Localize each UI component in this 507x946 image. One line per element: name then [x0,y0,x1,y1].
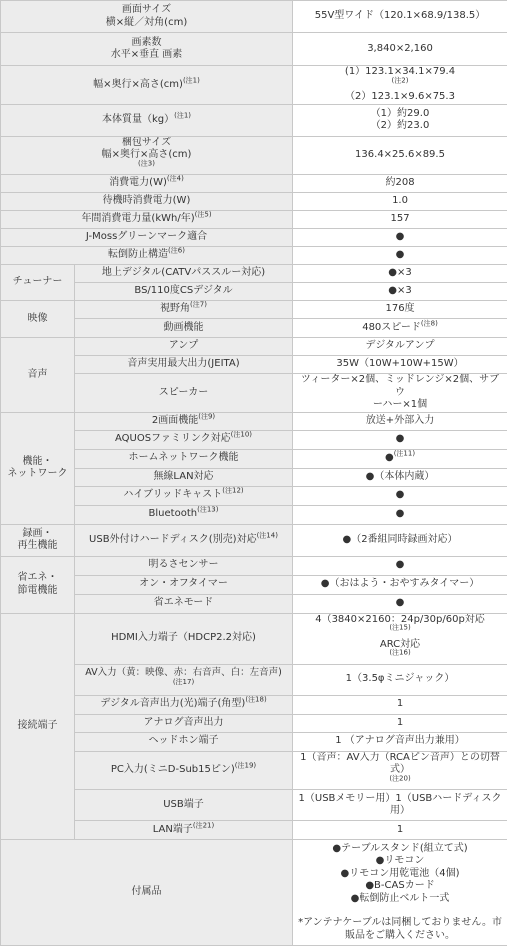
footnote: (注19) [235,762,256,770]
spec-value: 放送+外部入力 [293,412,507,430]
spec-label: 無線LAN対応 [75,468,293,486]
spec-row-pixels [1,33,507,66]
spec-label: 音声実用最大出力(JEITA) [75,356,293,374]
spec-value: 1 [293,714,507,732]
label-text: 年間消費電力量(kWh/年) [81,213,194,224]
label-text: LAN端子 [153,824,193,835]
spec-value: ● [293,229,507,247]
spec-label [75,664,293,695]
spec-label: 明るさセンサー [75,556,293,575]
spec-row-audio-output [1,356,507,374]
spec-value: 約208 [293,175,507,193]
spec-row-package-size [1,136,507,175]
spec-label: スピーカー [75,374,293,413]
spec-value: 1 [293,821,507,840]
spec-label: 地上デジタル(CATVパススルー対応) [75,265,293,283]
spec-row-jmoss [1,229,507,247]
spec-row-optical-out [1,695,507,714]
spec-label: オン・オフタイマー [75,575,293,594]
value-line: ーハー×1個 [297,399,503,412]
value-line: 用） [297,805,503,818]
footnote: (注21) [193,821,214,829]
footnote: (注12) [222,487,243,495]
spec-row-usb [1,790,507,821]
footnote: (注3) [138,159,155,167]
spec-row-screen-size [1,1,507,33]
footnote: (注9) [198,412,215,420]
spec-value: ● [293,430,507,449]
spec-label [75,695,293,714]
value-text: (1）123.1×34.1×79.4 [297,66,503,79]
footnote: (注2) [392,76,409,84]
spec-row-viewing-angle [1,301,507,319]
spec-value [293,751,507,790]
category-video: 映像 [1,301,75,338]
label-text: AQUOSファミリンク対応 [115,433,231,444]
label-text: デジタル音声出力(光)端子(角型) [100,698,245,709]
accessory-note: 販品をご購入ください。 [297,930,503,943]
spec-row-hybridcast [1,486,507,505]
footnote: (注13) [197,506,218,514]
spec-label [75,430,293,449]
footnote: (注6) [168,247,185,255]
spec-label [75,412,293,430]
footnote: (注14) [257,531,278,539]
value-line [297,66,503,91]
spec-label [1,104,293,136]
spec-value: ●×3 [293,265,507,283]
spec-label: アンプ [75,338,293,356]
label-line: 水平×垂直 画素 [5,49,288,62]
spec-label: アナログ音声出力 [75,714,293,732]
footnote: (注1) [174,111,191,119]
spec-label [75,751,293,790]
spec-value [293,319,507,338]
value-text: 480スピード [362,322,421,333]
category-line: 録画・ [5,528,70,541]
spec-label [75,524,293,556]
value-text: ● [385,452,394,463]
value-line: （1）約29.0 [297,108,503,121]
spec-row-accessories [1,840,507,946]
spec-row-standby-power [1,193,507,211]
value-text: ARC対応 [297,639,503,652]
spec-value [293,66,507,105]
value-text: 4（3840×2160：24p/30p/60p対応 [297,614,503,627]
spec-row-amp [1,338,507,356]
label-text: USB外付けハードディスク(別売)対応 [89,534,257,545]
spec-row-light-sensor [1,556,507,575]
spec-value: 3,840×2,160 [293,33,507,66]
spec-label [75,821,293,840]
spec-label [1,1,293,33]
category-line: 節電機能 [5,585,70,598]
spec-row-eco-mode [1,594,507,613]
category-line: 機能・ [5,456,70,469]
spec-row-familink [1,430,507,449]
label-text: 本体質量（kg） [102,114,174,125]
footnote: (注4) [167,175,184,183]
spec-row-motion [1,319,507,338]
value-line: ツィーター×2個、ミッドレンジ×2個、サブウ [297,374,503,399]
category-ports: 接続端子 [1,613,75,840]
spec-row-annual-power [1,211,507,229]
accessory-item: ●リモコン [297,855,503,868]
spec-value: 35W（10W+10W+15W） [293,356,507,374]
spec-row-usb-hdd-record [1,524,507,556]
label-line: 画面サイズ [5,4,288,17]
spec-value: ● [293,505,507,524]
spec-label [75,505,293,524]
spec-value: 55V型ワイド（120.1×68.9/138.5） [293,1,507,33]
label-text: 幅×奥行×高さ(cm) [5,149,288,162]
category-network [1,412,75,524]
value-line [297,614,503,639]
label-text: 幅×奥行×高さ(cm) [93,79,183,90]
label-text: 2画面機能 [152,415,198,426]
accessory-item: ●テーブルスタンド(組立て式) [297,843,503,856]
spec-value: 1（3.5φミニジャック） [293,664,507,695]
value-line: 1（音声：AV入力（RCAピン音声）との切替 [297,752,503,765]
spec-value: 136.4×25.6×89.5 [293,136,507,175]
footnote: (注17) [173,677,194,685]
spec-row-dual-screen [1,412,507,430]
footnote: (注16) [389,649,410,657]
label-text: PC入力(ミニD-Sub15ピン) [111,764,235,775]
spec-value [293,374,507,413]
footnote: (注7) [190,301,207,309]
category-record [1,524,75,556]
spec-row-hdmi [1,613,507,664]
accessory-note: *アンテナケーブルは同梱しておりません。市 [297,917,503,930]
spec-value: ● [293,486,507,505]
spec-value [293,613,507,664]
footnote: (注15) [389,624,410,632]
spec-value: ●（2番組同時録画対応） [293,524,507,556]
spec-row-power [1,175,507,193]
spec-value: 1 （アナログ音声出力兼用） [293,732,507,751]
spec-label [1,211,293,229]
spec-label: BS/110度CSデジタル [75,283,293,301]
accessory-item: ●リモコン用乾電池（4個) [297,868,503,881]
spec-value: デジタルアンプ [293,338,507,356]
footnote: (注5) [195,211,212,219]
spec-label [1,247,293,265]
spec-value: ●×3 [293,283,507,301]
spec-row-timer [1,575,507,594]
value-line: 1（USBメモリー用）1（USBハードディスク [297,793,503,806]
value-line: （2）約23.0 [297,120,503,133]
label-line [79,680,288,693]
category-line: ネットワーク [5,468,70,481]
spec-row-bluetooth [1,505,507,524]
spec-label [75,486,293,505]
spec-row-lan [1,821,507,840]
spec-value: ●（おはよう・おやすみタイマー） [293,575,507,594]
label-line: 横×縦／対角(cm) [5,17,288,30]
label-line: AV入力（黄：映像、赤：右音声、白：左音声) [79,667,288,680]
spec-label [75,301,293,319]
spec-row-speaker [1,374,507,413]
spec-value: 1.0 [293,193,507,211]
category-line: 再生機能 [5,540,70,553]
spec-row-wireless-lan [1,468,507,486]
spec-label: 省エネモード [75,594,293,613]
spec-value: ● [293,556,507,575]
footnote: (注18) [245,696,266,704]
spec-row-analog-out [1,714,507,732]
value-line: （2）123.1×9.6×75.3 [297,91,503,104]
footnote: (注1) [183,76,200,84]
spec-label: 動画機能 [75,319,293,338]
category-audio: 音声 [1,338,75,413]
spec-label: HDMI入力端子（HDCP2.2対応) [75,613,293,664]
spec-row-terrestrial [1,265,507,283]
value-line [297,764,503,789]
spec-value: 157 [293,211,507,229]
footnote: (注8) [421,319,438,327]
label-text: 消費電力(W) [109,177,167,188]
label-line: 画素数 [5,37,288,50]
spec-label: ホームネットワーク機能 [75,449,293,468]
category-eco [1,556,75,613]
spec-label [1,66,293,105]
category-accessories: 付属品 [1,840,293,946]
spec-row-tip-prevention [1,247,507,265]
spec-row-bs-cs [1,283,507,301]
footnote: (注10) [231,431,252,439]
spec-row-headphone [1,732,507,751]
spec-row-home-network [1,449,507,468]
spec-value [293,790,507,821]
value-line [297,639,503,664]
spec-value: 1 [293,695,507,714]
spec-value: 176度 [293,301,507,319]
category-line: 省エネ・ [5,572,70,585]
spec-value: ● [293,247,507,265]
footnote: (注11) [394,450,415,458]
accessory-item: ●転倒防止ベルト一式 [297,893,503,906]
spec-label [1,136,293,175]
spacer [297,905,503,917]
spec-row-weight [1,104,507,136]
footnote: (注20) [389,774,410,782]
spec-value [293,104,507,136]
label-line: 梱包サイズ [5,137,288,150]
label-text: 転倒防止構造 [108,249,168,260]
spec-label [1,175,293,193]
spec-label: USB端子 [75,790,293,821]
category-tuner: チューナー [1,265,75,301]
label-text: ハイブリッドキャスト [123,489,222,500]
spec-row-dimensions [1,66,507,105]
spec-value: ● [293,594,507,613]
accessories-list [293,840,507,946]
spec-label: ヘッドホン端子 [75,732,293,751]
spec-value [293,449,507,468]
label-text: 視野角 [160,303,190,314]
label-text: Bluetooth [149,508,198,519]
value-text: 式） [297,764,503,777]
label-line [5,149,288,174]
spec-row-av-input [1,664,507,695]
accessory-item: ●B-CASカード [297,880,503,893]
spec-row-pc-input [1,751,507,790]
spec-label: 待機時消費電力(W) [1,193,293,211]
spec-label [1,33,293,66]
spec-value: ●（本体内蔵） [293,468,507,486]
spec-label: J-Mossグリーンマーク適合 [1,229,293,247]
